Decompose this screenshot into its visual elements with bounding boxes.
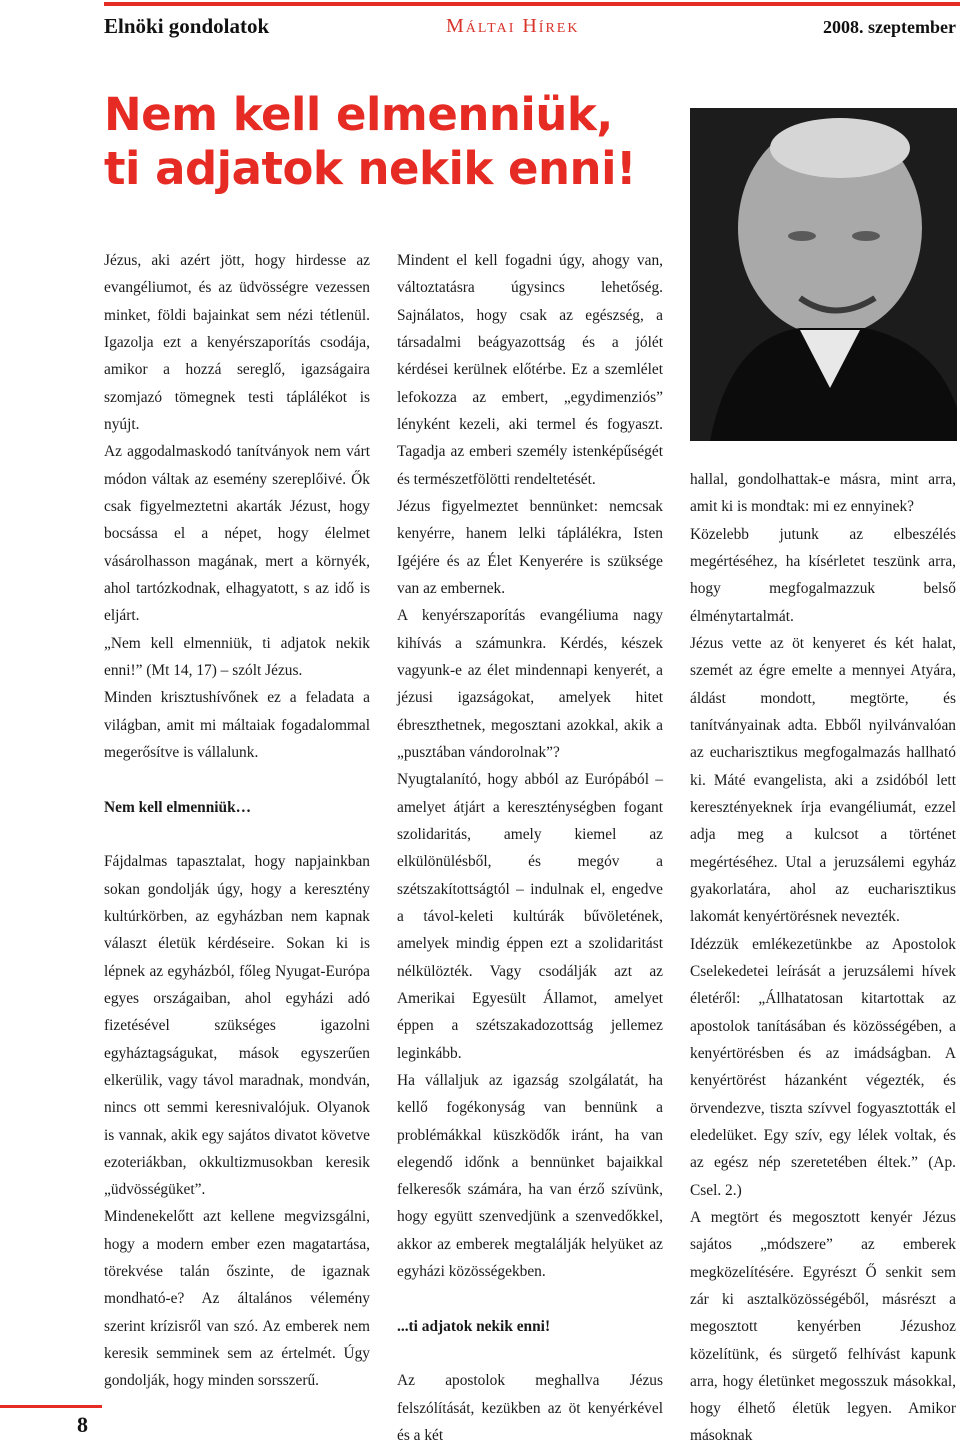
page-number: 8 (77, 1412, 88, 1437)
paragraph: Fájdalmas tapasztalat, hogy napjainkban sokan gondolják úgy, hogy a keresztény kultúrkörben, az egyházban nem kapnak választ életük kérdéseire. Sokan ki is lépnek az egyházból, főleg Nyugat-Európa egyes országaiban, ahol egyházi adó fizetésével szükséges igazolni egyháztagságukat, mások egyszerűen elkerülik, vagy távol maradnak, mondván, nincs ott semmi keresnivalójuk. Olyanok is vannak, akik egy sajátos divatot követve ezoteriákban, okkultizmusokban keresik „üdvösségüket”. (104, 853, 370, 1199)
header-rule (104, 2, 960, 6)
article-column-3 (690, 466, 956, 1450)
paragraph: Mindent el kell fogadni úgy, ahogy van, változtatásra úgysincs lehetőség. Sajnálatos, hogy csak az egészség, a társadalmi beágyazottság és a jólét kérdései kerülnek előtérbe. Ez a szemlélet lefokozza az embert, „egydimenziós” lényként kezeli, aki termel és fogyaszt. Tagadja az emberi személy istenképűségét és természetfölötti rendeltetését. (397, 252, 663, 488)
paragraph: Jézus figyelmeztet bennünket: nemcsak kenyérre, hanem lelki táplálékra, Isten Igéjére és az Élet Kenyerére is szüksége van az embernek. (397, 497, 663, 597)
portrait-photo (690, 108, 957, 441)
page-number-box (0, 1405, 102, 1436)
section-label: Elnöki gondolatok (104, 14, 270, 38)
running-header (104, 14, 956, 44)
article-column-1 (104, 247, 370, 1395)
paragraph: Az apostolok meghallva Jézus felszólítását, kezükben az öt kenyérkével és a két (397, 1372, 663, 1445)
subheading: ...ti adjatok nekik enni! (397, 1317, 551, 1335)
paragraph: Az aggodalmaskodó tanítványok nem várt módon váltak az esemény szereplőivé. Ők csak figyelmeztetni akarták Jézust, hogy bocsássa el a népet, hogy élelmet vásárolhasson magának, mert a környék, ahol tartózkodnak, elhagyatott, s az idő is eljárt. (104, 443, 370, 625)
title-line-2: ti adjatok nekik enni! (104, 142, 637, 195)
paragraph: Jézus, aki azért jött, hogy hirdesse az evangéliumot, és az üdvösségre vezessen minket, földi bajainkat sem nézi tétlenül. Igazolja ezt a kenyérszaporítás csodája, amikor a hozzá sereglő, igazságaira szomjazó tömegnek testi táplálékot is nyújt. (104, 252, 370, 433)
paragraph: Jézus vette az öt kenyeret és két halat, szemét az égre emelte a mennyei Atyára, áldást mondott, megtörte, és tanítványainak adta. Ebből nyilvánvalóan az eucharisztikus megfogalmazás hallható ki. Máté evangelista, aki a zsidóból lett keresztényeknek írja evangéliumát, ezzel adja meg a kulcsot a történet megértéséhez. Utal a jeruzsálemi egyház gyakorlatára, ahol az eucharisztikus lakomát kenyértörésnek nevezték. (690, 634, 956, 926)
publication-name: Máltai Hírek (446, 15, 580, 37)
title-line-1: Nem kell elmenniük, (104, 88, 613, 141)
quote-paragraph: „Nem kell elmenniük, ti adjatok nekik enni!” (Mt 14, 17) – szólt Jézus. (104, 634, 370, 679)
article-title (104, 88, 684, 196)
paragraph: Mindenekelőtt azt kellene megvizsgálni, hogy a modern ember ezen magatartása, törekvése talán őszinte, de igaznak mondható-e? Az általános vélemény szerint krízisről van szó. Az emberek nem keresik semminek sem az értelmét. Úgy gondolják, hogy minden sorsszerű. (104, 1208, 370, 1390)
subheading: Nem kell elmenniük… (104, 798, 252, 816)
paragraph: Nyugtalanító, hogy abból az Európából – amelyet átjárt a kereszténységben fogant szolidaritás, amely kiemel az elkülönülésből, és megóv a szétszakítottságtól – indulnak el, engedve a távol-keleti kultúrák bűvöletének, amelyek mindig éppen ezt a szolidaritást nélkülözték. Vagy csodálják azt az Amerikai Egyesült Államot, amelyet éppen a szétszakadozottság jellemez leginkább. (397, 771, 663, 1062)
paragraph: Ha vállaljuk az igazság szolgálatát, ha kellő fogékonyság van bennünk a problémákkal küszködők iránt, ha van elegendő időnk a bennünket bajaikkal felkeresők számára, ha van érző szívünk, hogy együtt szenvedjünk a szenvedőkkel, akkor az emberek megtalálják helyüket az egyházi közösségekben. (397, 1071, 663, 1281)
issue-date: 2008. szeptember (823, 17, 956, 37)
article-column-2 (397, 247, 663, 1449)
paragraph: A kenyérszaporítás evangéliuma nagy kihívás a számunkra. Kérdés, készek vagyunk-e az élet mindennapi kenyerét, a jézusi igazságokat, amelyek hitet ébreszthetnek, megosztani azokkal, akik a „pusztában vándorolnak”? (397, 607, 663, 761)
portrait-photo-drawing (690, 108, 957, 441)
paragraph: hallal, gondolhattak-e másra, mint arra, amit ki is mondtak: mi ez ennyinek? (690, 471, 956, 516)
paragraph: Idézzük emlékezetünkbe az Apostolok Cselekedetei leírását a jeruzsálemi hívek életéről: „Állhatatosan kitartottak az apostolok tanításában és közösségében, a kenyértörésben és az imádságban. A kenyértörést házanként végezték, és örvendezve, tiszta szívvel fogyasztották el eledelüket. Egy szív, egy lélek voltak, és az egész nép szeretetében éltek.” (Ap. Csel. 2.) (690, 935, 956, 1199)
paragraph: Minden krisztushívőnek ez a feladata a világban, amit mi máltaiak fogadalommal megerősítve is vállalunk. (104, 689, 370, 761)
paragraph: A megtört és megosztott kenyér Jézus sajátos „módszere” az emberek megközelítésére. Egyrészt Ő senkit sem zár ki asztalközösségéből, másrészt a megosztott kenyérben Jézushoz közelítünk, és sürgető felhívást kapunk arra, hogy életünket megosszuk másokkal, hogy élhető életük legyen. Amikor másoknak (690, 1208, 956, 1445)
paragraph: Közelebb jutunk az elbeszélés megértéséhez, ha kísérletet teszünk arra, hogy megfogalmazzuk belső élménytartalmát. (690, 525, 956, 625)
